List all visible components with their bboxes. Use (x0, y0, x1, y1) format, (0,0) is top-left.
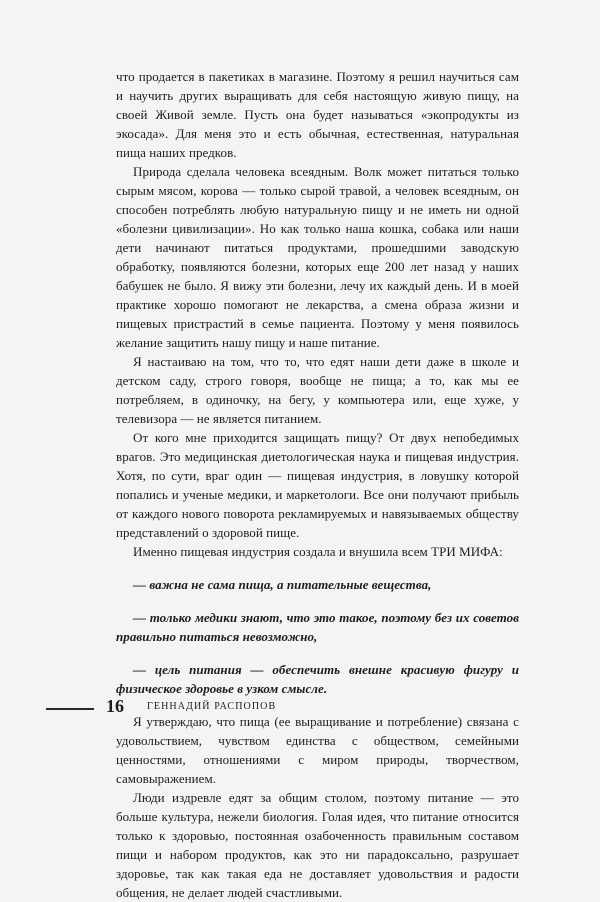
footer-rule (46, 708, 94, 710)
myth-3: — цель питания — обеспечить внешне красивую фигуру и физическое здоровье в узком смысле. (116, 662, 519, 696)
myth-2: — только медики знают, что это такое, поэтому без их советов правильно питаться невозможно, (116, 610, 519, 644)
paragraph-omnivore: Природа сделала человека всеядным. Волк может питаться только сырым мясом, корова — только сырой травой, а человек всеядным, он способен потреблять любую натуральную пищу и не иметь ни одной «болезни цивилизации». Но как только наша кошка, собака или наши дети начинают питаться продуктами, прошедшими заводскую обработку, появляются болезни, которых еще 200 лет назад у наших бабушек не было. Я вижу эти болезни, лечу их каждый день. И в моей практике хорошо помогают не лекарства, а смена образа жизни и пищевых пристрастий в семье пациента. Поэтому у меня появилось желание защитить нашу пищу и наше питание. (116, 164, 519, 350)
myth-1: — важна не сама пища, а питательные вещества, (133, 577, 432, 592)
running-footer-author: ГЕННАДИЙ РАСПОПОВ (147, 701, 277, 712)
paragraph-enemies: От кого мне приходится защищать пищу? От двух непобедимых врагов. Это медицинская диетологическая наука и пищевая индустрия. Хотя, по сути, враг один — пищевая индустрия, в ловушку которой попались и ученые медики, и маркетологи. Все они получают прибыль от каждого нового поворота рекламируемых и навязываемых обществу представлений о здоровой пище. (116, 430, 519, 540)
page-number: 16 (106, 696, 124, 716)
paragraph-insist: Я настаиваю на том, что то, что едят наши дети даже в школе и детском саду, строго говоря, вообще не пища; а то, как мы ее потребляем, в одиночку, на бегу, у компьютера или, еще хуже, у телевизора — не является питанием. (116, 354, 519, 426)
paragraph-three-myths-intro: Именно пищевая индустрия создала и внушила всем ТРИ МИФА: (133, 544, 503, 559)
paragraph-pleasure: Я утверждаю, что пища (ее выращивание и потребление) связана с удовольствием, чувством единства с обществом, семейными ценностями, отношениями с миром природы, творчеством, самовыражением. (116, 714, 519, 786)
paragraph-culture: Люди издревле едят за общим столом, поэтому питание — это больше культура, нежели биология. Голая идея, что питание относится только к здоровью, постоянная озабоченность правильным составом пищи и набором продуктов, как это ни парадоксально, разрушает здоровье, так как такая еда не доставляет удовольствия и радости общения, не делает людей счастливыми. (116, 790, 519, 900)
paragraph-continuation: что продается в пакетиках в магазине. Поэтому я решил научиться сам и научить других выращивать для себя настоящую живую пищу, на своей Живой земле. Пусть она будет называться «экопродукты из экосада». Для меня это и есть обычная, естественная, натуральная пища наших предков. (116, 69, 519, 160)
body-text (116, 67, 519, 902)
